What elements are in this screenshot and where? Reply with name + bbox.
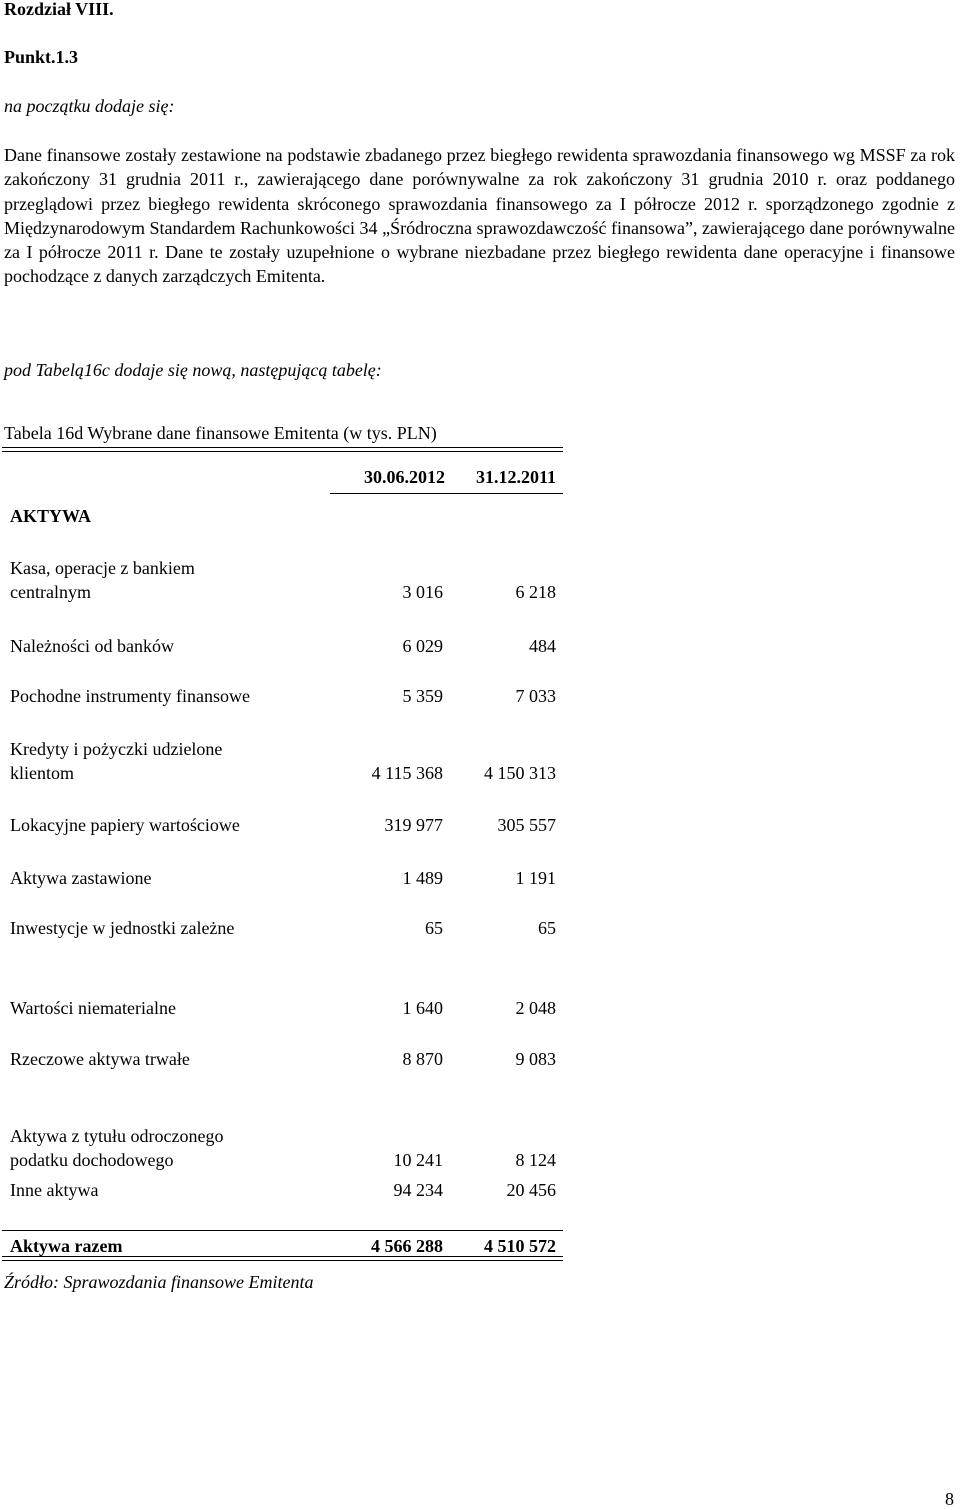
table-row-label-cont: podatku dochodowego [10,1150,174,1170]
table-row-label: Aktywa z tytułu odroczonego [10,1126,224,1146]
table-cell-2011: 484 [529,636,556,656]
table-row-label: Rzeczowe aktywa trwałe [10,1049,190,1069]
page-number: 8 [945,1489,954,1509]
table-cell-2012: 65 [425,918,443,938]
table-note: pod Tabelą16c dodaje się nową, następującą tabelę: [4,360,382,380]
body-paragraph: Dane finansowe zostały zestawione na podstawie zbadanego przez biegłego rewidenta sprawozdania finansowego wg MSSF za rok zakończony 31 grudnia 2011 r., zawierającego dane porównywalne za rok zakończony 31 grudnia 2010 r. oraz poddanego przeglądowi przez biegłego rewidenta skróconego sprawozdania finansowego za I półrocze 2012 r. sporządzonego zgodnie z Międzynarodowym Standardem Rachunkowości 34 „Śródroczna sprawozdawczość finansowa”, zawierającego dane porównywalne za I półrocze 2011 r. Dane te zostały uzupełnione o wybrane niezbadane przez biegłego rewidenta dane operacyjne i finansowe pochodzące z danych zarządczych Emitenta. [4,145,955,287]
table-cell-2011: 8 124 [515,1150,556,1170]
chapter-heading: Rozdział VIII. [4,0,114,19]
table-cell-2012: 4 115 368 [371,763,443,783]
table-cell-2011: 2 048 [515,998,556,1018]
table-cell-2012: 10 241 [393,1150,443,1170]
total-cell-2012: 4 566 288 [371,1236,443,1256]
total-top-rule [2,1230,563,1231]
table-cell-2011: 20 456 [506,1180,556,1200]
table-cell-2012: 94 234 [393,1180,443,1200]
column-header-rule [330,493,563,494]
point-heading: Punkt.1.3 [4,47,79,67]
table-cell-2012: 1 640 [402,998,443,1018]
total-label: Aktywa razem [10,1236,123,1256]
table-cell-2011: 305 557 [497,815,556,835]
table-row-label: Wartości niematerialne [10,998,176,1018]
table-top-rule [2,447,563,448]
table-cell-2012: 5 359 [402,686,443,706]
table-row-label: Kasa, operacje z bankiem [10,558,195,578]
total-bottom-rule-second [2,1260,563,1261]
table-cell-2011: 1 191 [515,868,556,888]
source-note: Źródło: Sprawozdania finansowe Emitenta [4,1272,314,1292]
table-cell-2011: 7 033 [515,686,556,706]
section-header-aktywa: AKTYWA [10,506,92,526]
table-cell-2012: 1 489 [402,868,443,888]
total-bottom-rule [2,1256,563,1257]
table-row-label-cont: klientom [10,763,74,783]
table-cell-2011: 9 083 [515,1049,556,1069]
table-row-label: Lokacyjne papiery wartościowe [10,815,240,835]
table-cell-2011: 6 218 [515,582,556,602]
table-row-label-cont: centralnym [10,582,91,602]
table-cell-2012: 6 029 [402,636,443,656]
table-row-label: Pochodne instrumenty finansowe [10,686,250,706]
table-top-rule-second [2,451,563,452]
table-row-label: Inne aktywa [10,1180,99,1200]
table-cell-2012: 319 977 [384,815,443,835]
table-row-label: Kredyty i pożyczki udzielone [10,739,223,759]
total-cell-2011: 4 510 572 [484,1236,556,1256]
table-cell-2012: 8 870 [402,1049,443,1069]
table-caption: Tabela 16d Wybrane dane finansowe Emitenta (w tys. PLN) [4,423,437,443]
column-header-2012: 30.06.2012 [364,467,445,487]
intro-note: na początku dodaje się: [4,96,175,116]
table-cell-2011: 4 150 313 [484,763,556,783]
table-cell-2011: 65 [538,918,556,938]
column-header-2011: 31.12.2011 [475,467,556,487]
table-row-label: Inwestycje w jednostki zależne [10,918,235,938]
table-row-label: Aktywa zastawione [10,868,152,888]
table-cell-2012: 3 016 [402,582,443,602]
table-row-label: Należności od banków [10,636,174,656]
